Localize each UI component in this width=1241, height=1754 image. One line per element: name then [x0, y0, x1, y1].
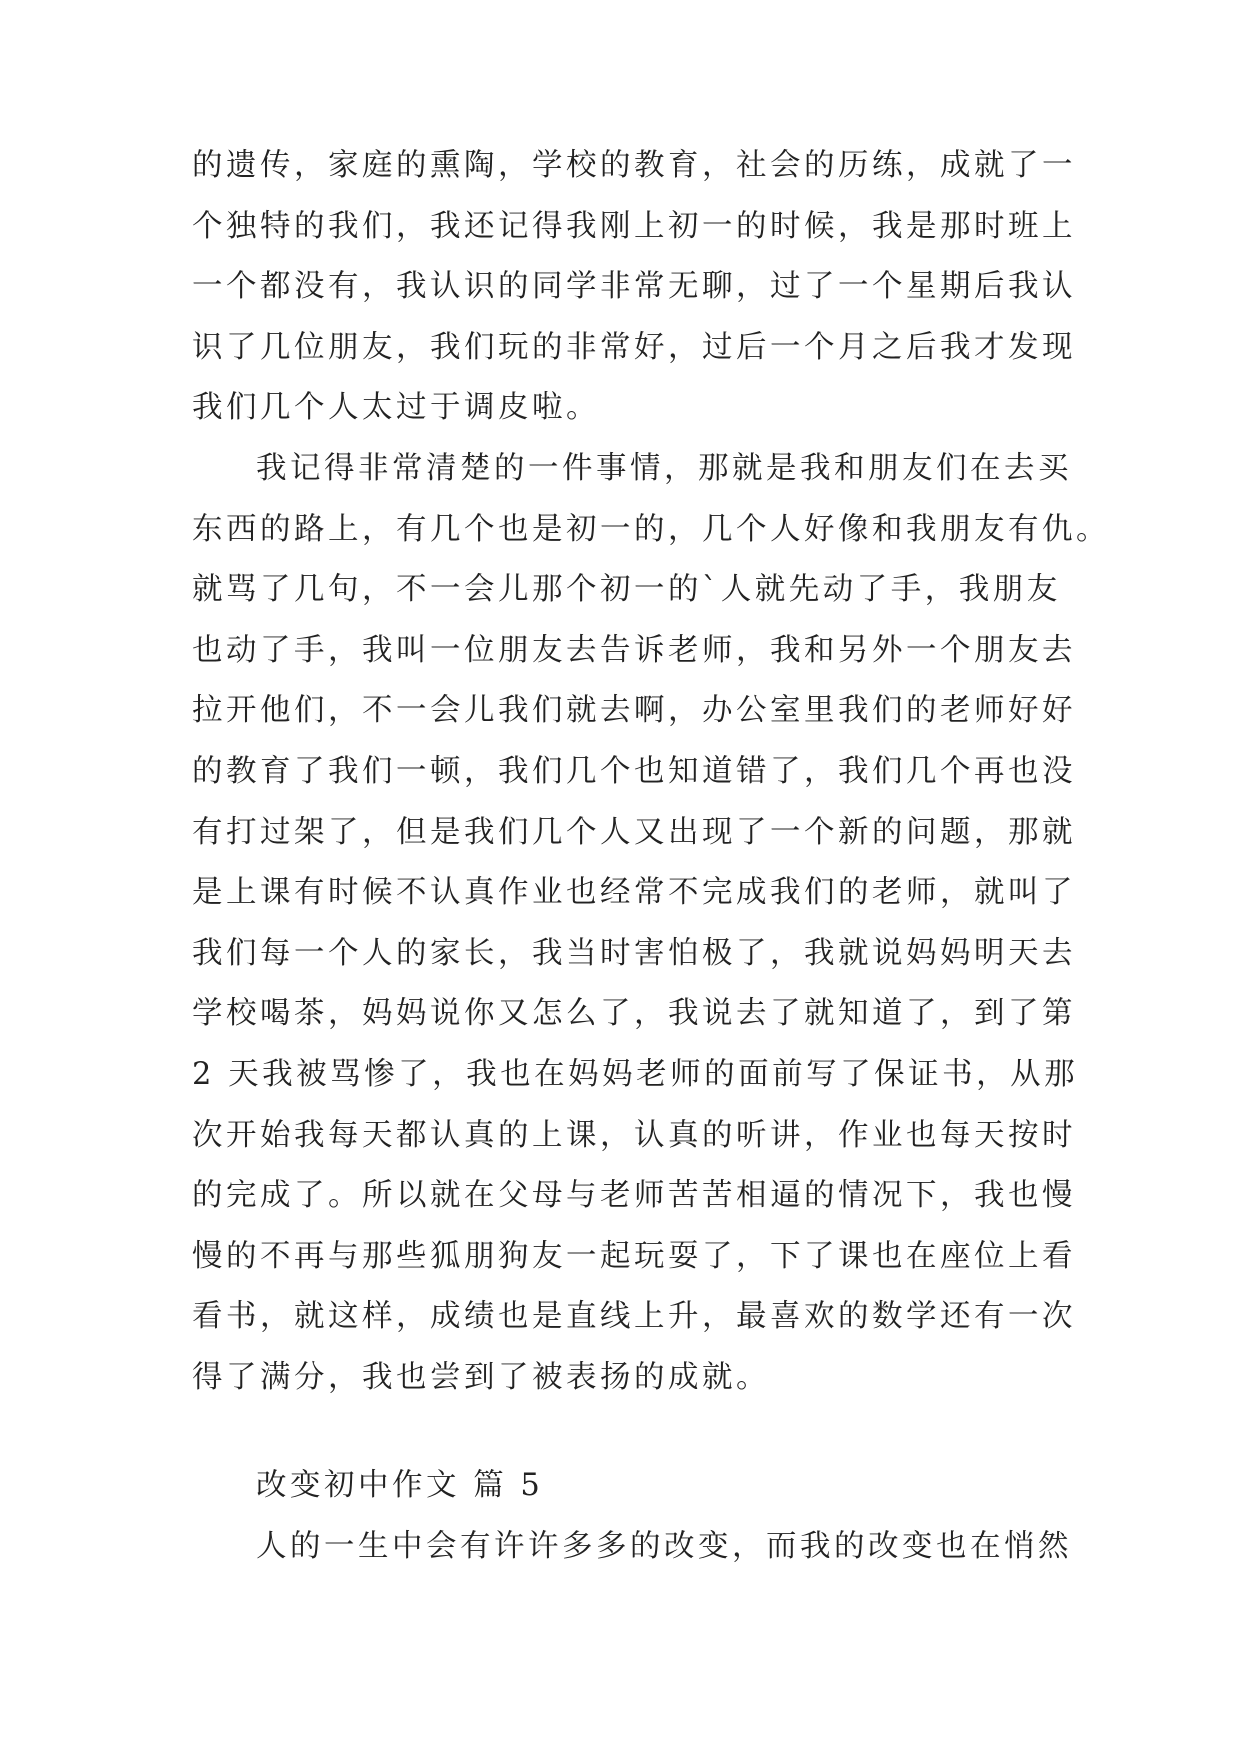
text-line: 我记得非常清楚的一件事情，那就是我和朋友们在去买 [256, 450, 1072, 486]
text-line: 识了几位朋友，我们玩的非常好，过后一个月之后我才发现 [192, 329, 1076, 365]
text-line: 次开始我每天都认真的上课，认真的听讲，作业也每天按时 [192, 1117, 1076, 1153]
text-line: 有打过架了，但是我们几个人又出现了一个新的问题，那就 [192, 814, 1076, 850]
document-body [192, 136, 1110, 1578]
text-line: 东西的路上，有几个也是初一的，几个人好像和我朋友有仇。 [192, 511, 1110, 547]
text-line: 的完成了。所以就在父母与老师苦苦相逼的情况下，我也慢 [192, 1178, 1076, 1214]
text-line: 一个都没有，我认识的同学非常无聊，过了一个星期后我认 [192, 269, 1076, 305]
paragraph-3 [192, 1517, 1072, 1578]
text-line: 2 天我被骂惨了，我也在妈妈老师的面前写了保证书，从那 [192, 1056, 1079, 1092]
section-heading: 改变初中作文 篇 5 [256, 1468, 544, 1504]
text-line: 看书，就这样，成绩也是直线上升，最喜欢的数学还有一次 [192, 1299, 1076, 1335]
text-line: 的遗传，家庭的熏陶，学校的教育，社会的历练，成就了一 [192, 148, 1076, 183]
text-line: 拉开他们，不一会儿我们就去啊，办公室里我们的老师好好 [192, 693, 1076, 729]
text-line: 我们每一个人的家长，我当时害怕极了，我就说妈妈明天去 [192, 935, 1076, 971]
text-line: 就骂了几句，不一会儿那个初一的`人就先动了手，我朋友 [192, 572, 1061, 608]
text-line: 得了满分，我也尝到了被表扬的成就。 [192, 1359, 770, 1395]
text-line: 的教育了我们一顿，我们几个也知道错了，我们几个再也没 [192, 753, 1076, 789]
text-line: 个独特的我们，我还记得我刚上初一的时候，我是那时班上 [192, 208, 1076, 244]
text-line: 学校喝茶，妈妈说你又怎么了，我说去了就知道了，到了第 [192, 996, 1076, 1032]
paragraph-2 [192, 439, 1110, 1409]
section-gap [192, 1408, 1052, 1456]
text-line: 慢的不再与那些狐朋狗友一起玩耍了，下了课也在座位上看 [192, 1238, 1076, 1274]
text-line: 也动了手，我叫一位朋友去告诉老师，我和另外一个朋友去 [192, 632, 1076, 668]
text-line: 我们几个人太过于调皮啦。 [192, 390, 600, 426]
paragraph-1 [192, 136, 1076, 439]
text-line: 是上课有时候不认真作业也经常不完成我们的老师，就叫了 [192, 875, 1076, 911]
text-line: 人的一生中会有许许多多的改变，而我的改变也在悄然 [256, 1529, 1072, 1565]
